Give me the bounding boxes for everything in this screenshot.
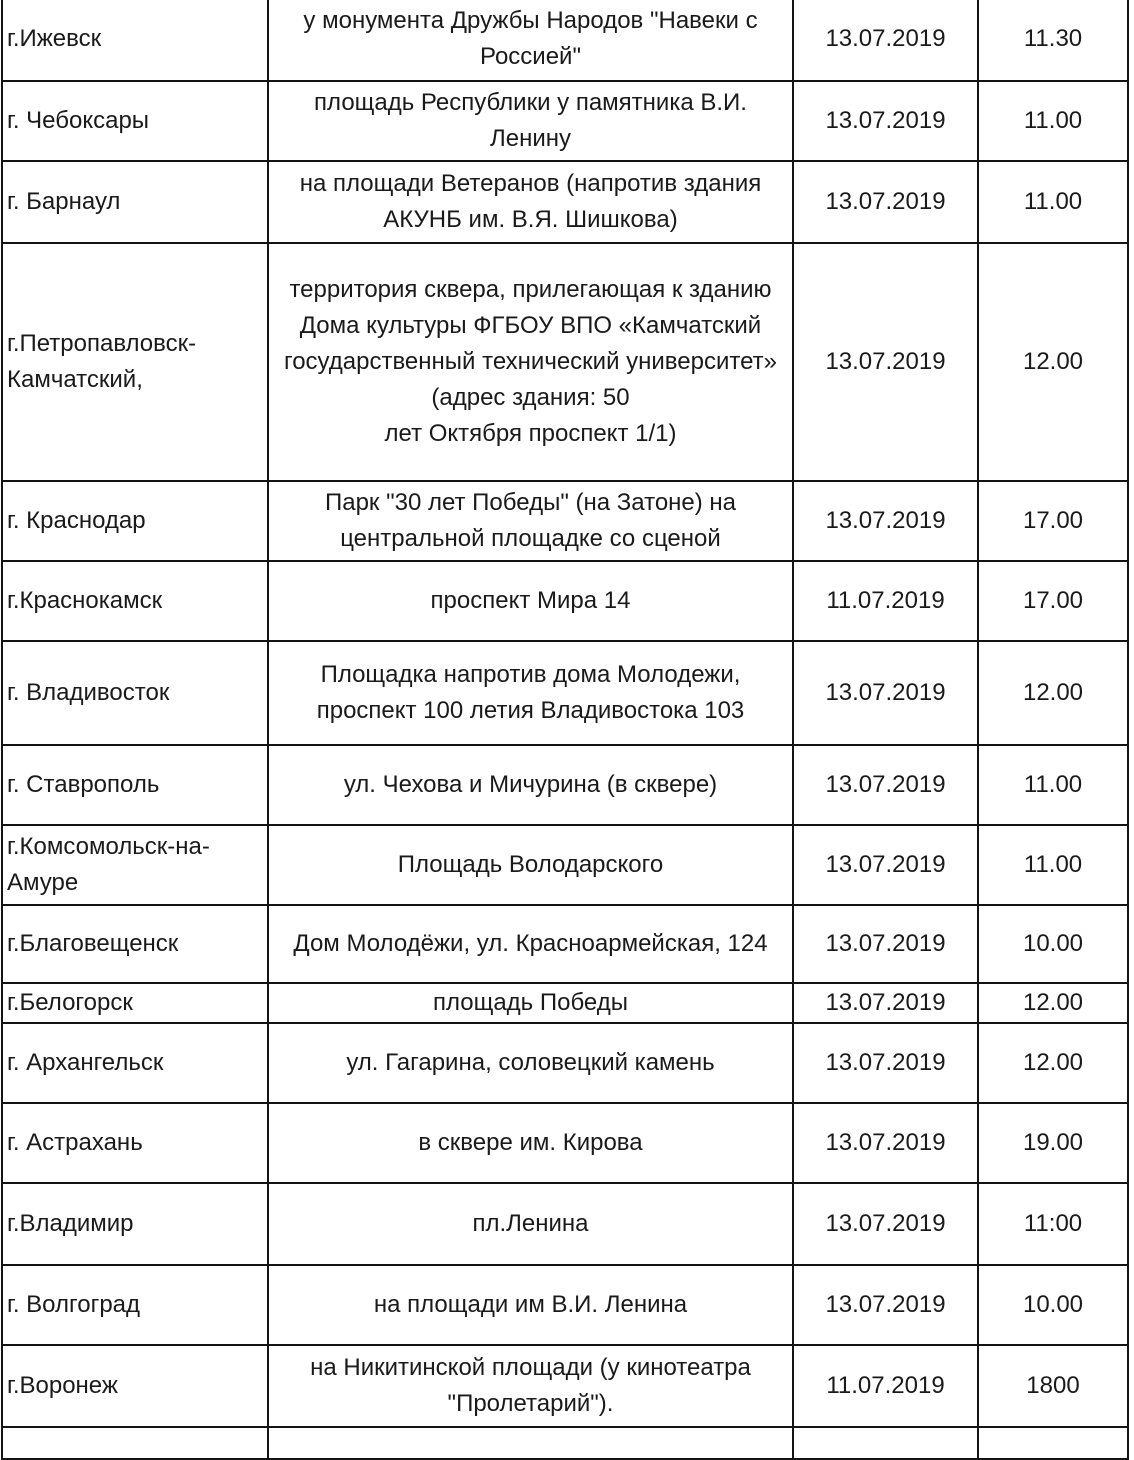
date-cell: 13.07.2019: [793, 1103, 978, 1183]
city-cell: г.Краснокамск: [2, 561, 268, 641]
date-cell: 13.07.2019: [793, 641, 978, 745]
time-cell: 12.00: [978, 1023, 1128, 1103]
table-row: [2, 1265, 1128, 1345]
date-cell: 13.07.2019: [793, 0, 978, 81]
date-cell: 13.07.2019: [793, 81, 978, 161]
table-row: [2, 0, 1128, 81]
date-cell: 13.07.2019: [793, 983, 978, 1023]
location-cell: на Никитинской площади (у кинотеатра "Пролетарий").: [268, 1345, 793, 1427]
time-cell: 11.30: [978, 0, 1128, 81]
city-cell: [2, 1427, 268, 1459]
table-row: [2, 1427, 1128, 1459]
events-table-body: [2, 0, 1128, 1459]
date-cell: 13.07.2019: [793, 905, 978, 983]
location-cell: пл.Ленина: [268, 1183, 793, 1265]
time-cell: 12.00: [978, 983, 1128, 1023]
location-cell: территория сквера, прилегающая к зданию Дома культуры ФГБОУ ВПО «Камчатский государственный технический университет» (адрес здания: 50 лет Октября проспект 1/1): [268, 243, 793, 481]
city-cell: г.Владимир: [2, 1183, 268, 1265]
city-cell: г.Белогорск: [2, 983, 268, 1023]
city-cell: г.Комсомольск-на-Амуре: [2, 825, 268, 905]
time-cell: 19.00: [978, 1103, 1128, 1183]
date-cell: 13.07.2019: [793, 481, 978, 561]
location-cell: Площадь Володарского: [268, 825, 793, 905]
time-cell: 17.00: [978, 481, 1128, 561]
date-cell: 13.07.2019: [793, 243, 978, 481]
city-cell: г. Волгоград: [2, 1265, 268, 1345]
date-cell: 13.07.2019: [793, 1265, 978, 1345]
table-row: [2, 81, 1128, 161]
city-cell: г. Архангельск: [2, 1023, 268, 1103]
location-cell: площадь Республики у памятника В.И. Ленину: [268, 81, 793, 161]
location-cell: ул. Чехова и Мичурина (в сквере): [268, 745, 793, 825]
location-cell: проспект Мира 14: [268, 561, 793, 641]
table-row: [2, 1183, 1128, 1265]
time-cell: 12.00: [978, 243, 1128, 481]
table-row: [2, 161, 1128, 243]
city-cell: г. Владивосток: [2, 641, 268, 745]
table-row: [2, 905, 1128, 983]
date-cell: [793, 1427, 978, 1459]
date-cell: 11.07.2019: [793, 1345, 978, 1427]
time-cell: 11.00: [978, 745, 1128, 825]
date-cell: 13.07.2019: [793, 825, 978, 905]
location-cell: в сквере им. Кирова: [268, 1103, 793, 1183]
date-cell: 13.07.2019: [793, 1023, 978, 1103]
location-cell: [268, 1427, 793, 1459]
location-cell: площадь Победы: [268, 983, 793, 1023]
city-cell: г. Барнаул: [2, 161, 268, 243]
time-cell: [978, 1427, 1128, 1459]
city-cell: г.Ижевск: [2, 0, 268, 81]
time-cell: 12.00: [978, 641, 1128, 745]
location-cell: у монумента Дружбы Народов "Навеки с Россией": [268, 0, 793, 81]
table-row: [2, 243, 1128, 481]
location-cell: на площади им В.И. Ленина: [268, 1265, 793, 1345]
date-cell: 13.07.2019: [793, 745, 978, 825]
table-row: [2, 825, 1128, 905]
location-cell: на площади Ветеранов (напротив здания АКУНБ им. В.Я. Шишкова): [268, 161, 793, 243]
time-cell: 11.00: [978, 81, 1128, 161]
city-cell: г.Благовещенск: [2, 905, 268, 983]
city-cell: г. Астрахань: [2, 1103, 268, 1183]
table-row: [2, 1345, 1128, 1427]
events-table: [1, 0, 1129, 1460]
table-row: [2, 561, 1128, 641]
city-cell: г.Петропавловск-Камчатский,: [2, 243, 268, 481]
time-cell: 11.00: [978, 825, 1128, 905]
city-cell: г. Краснодар: [2, 481, 268, 561]
city-cell: г. Ставрополь: [2, 745, 268, 825]
time-cell: 17.00: [978, 561, 1128, 641]
table-row: [2, 1103, 1128, 1183]
location-cell: Парк "30 лет Победы" (на Затоне) на центральной площадке со сценой: [268, 481, 793, 561]
time-cell: 1800: [978, 1345, 1128, 1427]
time-cell: 10.00: [978, 905, 1128, 983]
city-cell: г. Чебоксары: [2, 81, 268, 161]
city-cell: г.Воронеж: [2, 1345, 268, 1427]
date-cell: 11.07.2019: [793, 561, 978, 641]
date-cell: 13.07.2019: [793, 161, 978, 243]
date-cell: 13.07.2019: [793, 1183, 978, 1265]
time-cell: 11.00: [978, 161, 1128, 243]
location-cell: ул. Гагарина, соловецкий камень: [268, 1023, 793, 1103]
table-row: [2, 745, 1128, 825]
location-cell: Площадка напротив дома Молодежи, проспект 100 летия Владивостока 103: [268, 641, 793, 745]
table-row: [2, 1023, 1128, 1103]
location-cell: Дом Молодёжи, ул. Красноармейская, 124: [268, 905, 793, 983]
time-cell: 10.00: [978, 1265, 1128, 1345]
table-row: [2, 481, 1128, 561]
time-cell: 11:00: [978, 1183, 1128, 1265]
table-row: [2, 641, 1128, 745]
table-row: [2, 983, 1128, 1023]
